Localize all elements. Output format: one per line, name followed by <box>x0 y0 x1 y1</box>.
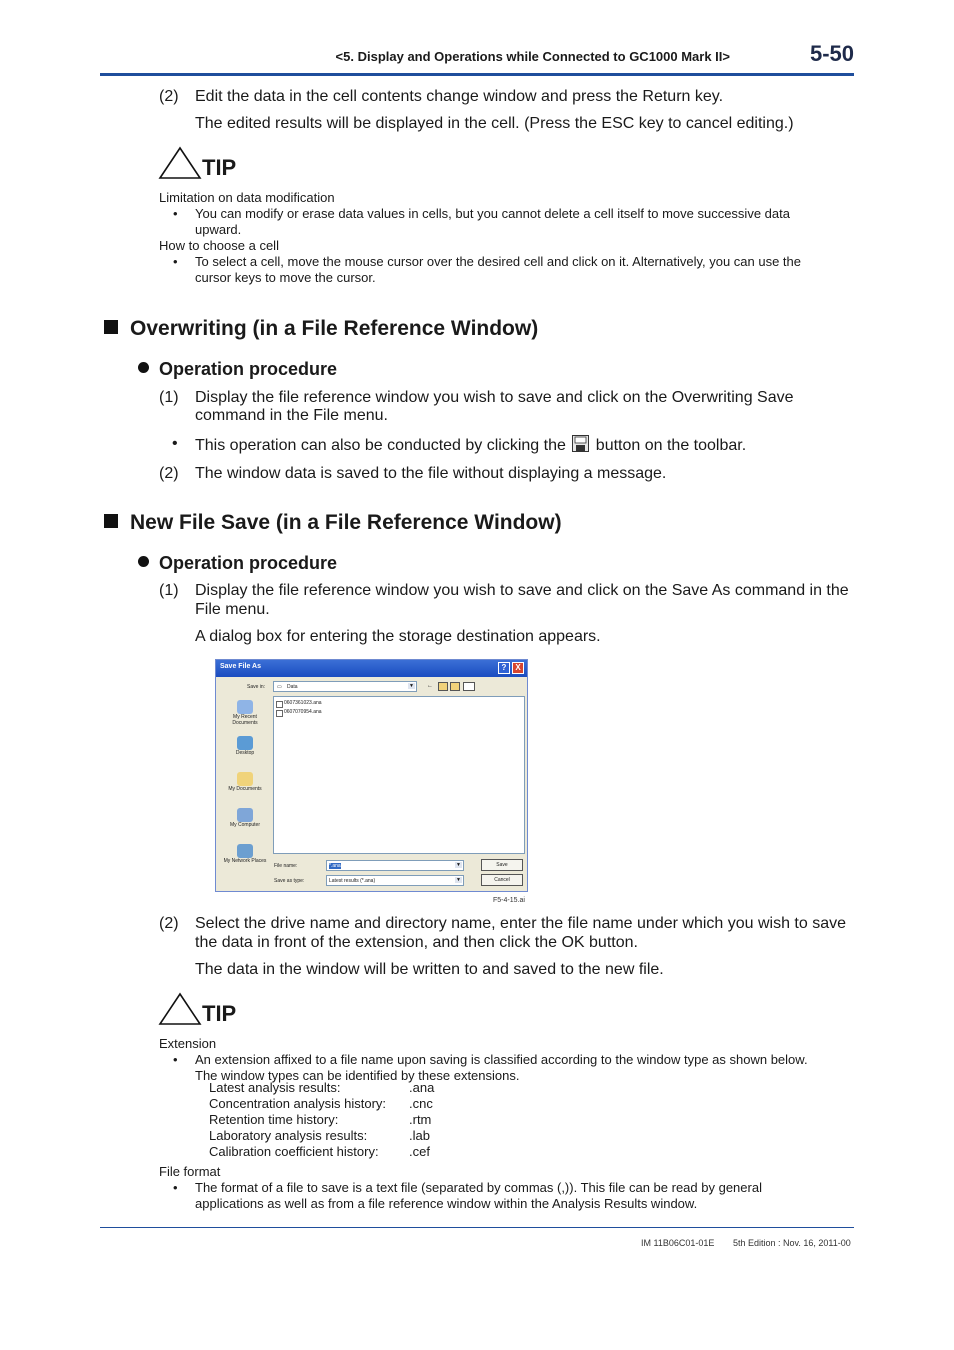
step-number: (2) <box>159 88 179 105</box>
step-text: Select the drive name and directory name, enter the file name under which you wish to save <box>195 915 847 932</box>
step-number: (1) <box>159 389 179 406</box>
step-text: Display the file reference window you wish to save and click on the Save As command in the <box>195 582 849 599</box>
tip-heading: Extension <box>159 1036 217 1051</box>
new-folder-icon[interactable] <box>450 682 460 691</box>
step-text: File menu. <box>195 601 270 618</box>
tip-bullet-text: The format of a file to save is a text file (separated by commas (,)). This file can be read by general <box>195 1180 762 1195</box>
file-icon <box>276 710 283 717</box>
tip-heading: File format <box>159 1164 221 1179</box>
file-name-value: *.ana <box>329 863 341 869</box>
save-file-as-dialog <box>215 659 528 892</box>
step-text: The window data is saved to the file without displaying a message. <box>195 465 667 482</box>
place-recent-documents[interactable] <box>222 700 268 726</box>
network-places-icon <box>237 844 253 858</box>
tip-label: TIP <box>202 155 237 180</box>
extension-name: Retention time history: <box>209 1112 339 1127</box>
warning-triangle-icon <box>158 146 202 180</box>
bullet-text-after: button on the toolbar. <box>595 437 747 454</box>
extension-value: .lab <box>409 1128 430 1143</box>
square-bullet-icon <box>104 320 118 334</box>
file-list[interactable] <box>273 696 525 854</box>
bullet-icon: • <box>173 1052 178 1067</box>
floppy-save-icon <box>572 435 589 452</box>
step-text: the data in front of the extension, and then click the OK button. <box>195 934 638 951</box>
running-header: <5. Display and Operations while Connected to GC1000 Mark II> <box>335 49 730 64</box>
tip-bullet-text: To select a cell, move the mouse cursor over the desired cell and click on it. Alternatively, you can use the <box>195 254 802 269</box>
warning-triangle-icon <box>158 992 202 1026</box>
footer-rule <box>100 1227 854 1228</box>
step-text: Display the file reference window you wish to save and click on the Overwriting Save <box>195 389 794 406</box>
chevron-down-icon: ▼ <box>456 862 461 868</box>
tip-bullet-text: An extension affixed to a file name upon saving is classified according to the window type as shown below. <box>195 1052 808 1067</box>
bullet-text-before: This operation can also be conducted by clicking the <box>195 437 566 454</box>
up-folder-icon[interactable] <box>438 682 448 691</box>
extension-value: .cnc <box>409 1096 433 1111</box>
tip-heading: How to choose a cell <box>159 238 279 253</box>
bullet-text <box>195 435 746 455</box>
file-name-label: File name: <box>274 863 298 869</box>
back-icon[interactable]: ← <box>427 683 433 689</box>
file-icon <box>276 701 283 708</box>
section-title: Overwriting (in a File Reference Window) <box>130 317 539 340</box>
file-name-input[interactable] <box>326 860 464 871</box>
tip-bullet-text: The window types can be identified by these extensions. <box>195 1068 520 1083</box>
step-number: (2) <box>159 465 179 482</box>
save-in-label: Save in: <box>247 684 266 690</box>
place-my-documents[interactable] <box>222 772 268 792</box>
extension-name: Latest analysis results: <box>209 1080 341 1095</box>
file-name: 0607361023.ana <box>284 700 322 706</box>
section-heading <box>104 317 538 341</box>
tip-bullet-text: applications as well as from a file reference window within the Analysis Results window. <box>195 1196 698 1211</box>
section-title: New File Save (in a File Reference Window) <box>130 511 562 534</box>
figure-id: F5-4-15.ai <box>493 897 525 904</box>
place-label: My Recent Documents <box>232 714 258 726</box>
save-in-combo[interactable] <box>273 681 417 692</box>
header-rule <box>100 73 854 76</box>
save-as-type-select[interactable] <box>326 875 464 886</box>
cancel-button[interactable]: Cancel <box>481 874 523 886</box>
dot-bullet-icon <box>138 556 149 567</box>
subsection-heading <box>138 553 337 574</box>
step-text: Edit the data in the cell contents change window and press the Return key. <box>195 88 724 105</box>
save-as-type-value: Latest results (*.ana) <box>329 878 376 884</box>
file-name: 0607070954.ana <box>284 709 322 715</box>
folder-icon: ▭ <box>277 684 282 690</box>
bullet-icon: • <box>173 1180 178 1195</box>
save-in-value: Data <box>287 684 298 690</box>
extension-value: .rtm <box>409 1112 432 1127</box>
chevron-down-icon: ▼ <box>456 877 461 883</box>
my-computer-icon <box>237 808 253 822</box>
my-documents-icon <box>237 772 253 786</box>
extension-value: .ana <box>409 1080 435 1095</box>
tip-bullet-text: cursor keys to move the cursor. <box>195 270 376 285</box>
save-as-type-label: Save as type: <box>274 878 305 884</box>
view-menu-icon[interactable] <box>463 682 475 691</box>
tip-heading: Limitation on data modification <box>159 190 335 205</box>
place-label: My Computer <box>229 822 260 828</box>
tip-label: TIP <box>202 1001 237 1026</box>
subsection-heading <box>138 359 337 380</box>
extension-name: Concentration analysis history: <box>209 1096 387 1111</box>
step-note: The edited results will be displayed in the cell. (Press the ESC key to cancel editing.) <box>195 115 794 132</box>
page-number: 5-50 <box>809 41 854 66</box>
dot-bullet-icon <box>138 362 149 373</box>
step-number: (1) <box>159 582 179 599</box>
desktop-icon <box>237 736 253 750</box>
tip-bullet-text: upward. <box>195 222 242 237</box>
save-button[interactable]: Save <box>481 859 523 871</box>
place-my-computer[interactable] <box>222 808 268 828</box>
extension-value: .cef <box>409 1144 430 1159</box>
chevron-down-icon: ▼ <box>409 683 414 689</box>
bullet-icon: • <box>172 435 178 452</box>
step-text: command in the File menu. <box>195 407 388 424</box>
subsection-title: Operation procedure <box>159 553 338 573</box>
place-label: My Documents <box>228 786 262 792</box>
dialog-title: Save File As <box>220 663 261 670</box>
square-bullet-icon <box>104 514 118 528</box>
bullet-icon: • <box>173 206 178 221</box>
extension-name: Laboratory analysis results: <box>209 1128 368 1143</box>
help-icon[interactable]: ? <box>498 662 510 674</box>
tip-bullet-text: You can modify or erase data values in cells, but you cannot delete a cell itself to move successive data <box>195 206 790 221</box>
section-heading <box>104 511 562 535</box>
doc-id: IM 11B06C01-01E <box>641 1238 715 1248</box>
step-note: A dialog box for entering the storage destination appears. <box>195 628 601 645</box>
place-label: Desktop <box>235 750 255 756</box>
edition: 5th Edition : Nov. 16, 2011-00 <box>733 1238 851 1248</box>
recent-documents-icon <box>237 700 253 714</box>
step-note: The data in the window will be written to and saved to the new file. <box>195 961 664 978</box>
step-number: (2) <box>159 915 179 932</box>
extension-name: Calibration coefficient history: <box>209 1144 379 1159</box>
dialog-title-bar <box>216 660 527 677</box>
subsection-title: Operation procedure <box>159 359 338 379</box>
close-icon[interactable]: X <box>512 662 524 674</box>
place-network[interactable] <box>222 844 268 864</box>
bullet-icon: • <box>173 254 178 269</box>
place-desktop[interactable] <box>222 736 268 756</box>
place-label: My Network Places <box>223 858 267 864</box>
